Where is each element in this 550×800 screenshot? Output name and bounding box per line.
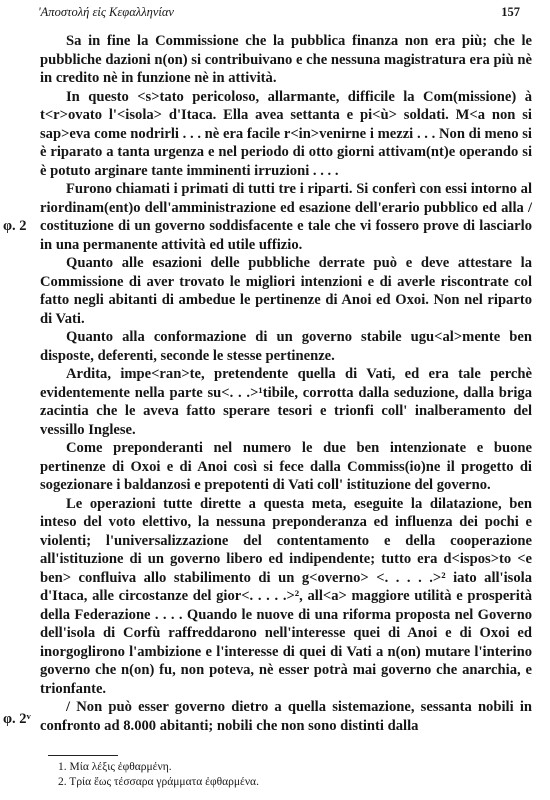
folio-mark-2: φ. 2 <box>3 218 27 234</box>
paragraph-7: Come preponderanti nel numero le due ben intenzionate e buone pertinenze di Oxoi e di Anoi così si fece dalla Commiss(io)ne il progetto di sogezionare i baldanzosi e prepotenti di Vati coll' istituzione del governo. <box>40 440 532 493</box>
footnote-1: 1. Μία λέξις ἐφθαρμένη. <box>58 761 172 773</box>
footnote-rule <box>48 755 118 756</box>
paragraph-4: Quanto alle esazioni delle pubbliche derrate può e deve attestare la Commissione di aver trovato le migliori intenzioni e di averle riscontrate col fatto negli abitanti di ambedue le pertinenze di Anoi ed Oxoi. Non nel riparto di Vati. <box>40 255 532 327</box>
running-header <box>38 5 520 20</box>
paragraph-9: / Non può esser governo dietro a quella sistemazione, sessanta nobili in confronto ad 8.000 abitanti; nobili che non sono distinti dalla <box>40 699 532 734</box>
paragraph-5: Quanto alla conformazione di un governo stabile ugu<al>mente ben disposte, deferenti, seconde le stesse pertinenze. <box>40 329 532 364</box>
footnotes <box>58 760 259 790</box>
paragraph-8: Le operazioni tutte dirette a questa meta, eseguite la dilatazione, ben inteso del voto elettivo, la nessuna preponderanza ed influenza dei pochi e violenti; l'universalizzazione del contentamento e della cooperazione all'istituzione di un governo libero ed indipendente; tutto era d<ispos>to <e ben> confluiva allo stabilimento di un g<overno> <. . . . .>² iato all'isola d'Itaca, alle circostanze del gior<. . . . .>², all<a> maggiore utilità e prosperità della Federazione . . . . Quando le nuove di una riforma proposta nel Governo dell'isola di Corfù raffreddarono nell'interesse quei di Anoi e di Oxoi ed inorgoglirono l'ambizione e l'interesse di quei di Vati a n(on) mutare l'interino governo che n(on) fu, non poteva, nè esser potrà mai governo che anarchia, e trionfante. <box>40 495 532 697</box>
footnote-2: 2. Τρία ἕως τέσσαρα γράμματα ἐφθαρμένα. <box>58 776 259 788</box>
body-text <box>40 32 532 735</box>
running-title: 'Αποστολή εἰς Κεφαλληνίαν <box>38 5 174 19</box>
paragraph-1: Sa in fine la Commissione che la pubblica finanza non era più; che le pubbliche dazioni n(on) si contribuivano e che nessuna magistratura era più nè in credito nè in funzione nè in attività. <box>40 33 532 86</box>
page-number: 157 <box>501 5 520 19</box>
paragraph-2: In questo <s>tato pericoloso, allarmante, difficile la Com(missione) à t<r>ovato l'<isola> d'Itaca. Ella avea settanta e pi<ù> soldati. M<a non si sap>eva come nodrirli . . . nè era facile r<in>venirne i mezzi . . . Non di meno si è riparato a tanta urgenza e nel periodo di otto giorni attivam(nt)e operando si è potuto arginare tante imminenti irruzioni . . . . <box>40 88 532 179</box>
paragraph-3: Furono chiamati i primati di tutti tre i riparti. Si conferì con essi intorno al riordinam(ent)o dell'amministrazione ed esazione dell'erario pubblico ed alla / costituzione di un governo soddisfacente e tale che vi fossero prove di lasciarlo in una permanente attività ed utile uffizio. <box>40 181 532 253</box>
folio-mark-2v: φ. 2ᵛ <box>3 711 31 727</box>
paragraph-6: Ardita, impe<ran>te, pretendente quella di Vati, ed era tale perchè evidentemente nella parte su<. . .>¹tibile, corrotta dalla seduzione, dalla briga zacintia che le aveva fatto sperare tesori e trionfi coll' inalberamento del vessillo Inglese. <box>40 366 532 438</box>
